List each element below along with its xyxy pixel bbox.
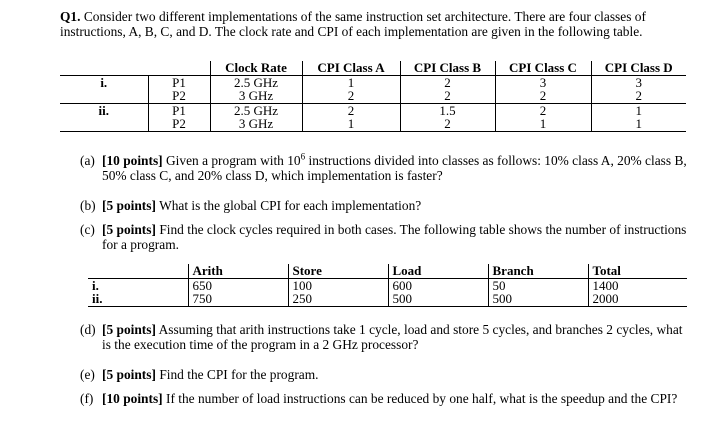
question-tag: (f) — [80, 391, 94, 406]
store-cell: 100 — [288, 278, 388, 292]
clock-rate-cell: 3 GHz — [210, 89, 302, 103]
table-row — [88, 292, 687, 306]
load-cell: 500 — [388, 292, 488, 306]
branch-cell: 50 — [488, 278, 588, 292]
cpi-c-cell: 1 — [495, 117, 591, 131]
question-intro — [60, 9, 700, 39]
question-tag: (c) — [80, 222, 95, 237]
exponent: 6 — [300, 151, 306, 162]
header-arith: Arith — [188, 264, 288, 278]
group-label — [60, 89, 148, 103]
question-text-cont: instructions divided into classes as follows: 10% class A, 20% class B, 50% class C, and 20% class D, which implementation is faster? — [102, 153, 687, 183]
impl-label: P2 — [148, 89, 210, 103]
question-text: Assuming that arith instructions take 1 cycle, load and store 5 cycles, and branches 2 cycles, what is the execution time of the program in a 2 GHz processor? — [102, 322, 683, 352]
clock-rate-cell: 2.5 GHz — [210, 75, 302, 89]
cpi-b-cell: 1.5 — [400, 103, 495, 117]
cpi-table-header — [60, 61, 686, 75]
clock-rate-cell: 2.5 GHz — [210, 103, 302, 117]
question-b — [80, 198, 690, 213]
instruction-table-header — [88, 264, 687, 278]
header-load: Load — [388, 264, 488, 278]
cpi-d-cell: 3 — [591, 75, 686, 89]
question-points: [10 points] — [102, 391, 163, 406]
header-cpi-d: CPI Class D — [591, 61, 686, 75]
question-points: [5 points] — [102, 222, 156, 237]
header-branch: Branch — [488, 264, 588, 278]
question-a — [80, 153, 690, 183]
header-cpi-c: CPI Class C — [495, 61, 591, 75]
header-cpi-b: CPI Class B — [400, 61, 495, 75]
row-label: i. — [92, 277, 99, 293]
table-row — [60, 75, 686, 89]
group-label: i. — [100, 74, 108, 90]
group-label: ii. — [98, 102, 109, 118]
question-points: [5 points] — [102, 198, 156, 213]
question-text: Given a program with 10 — [166, 153, 301, 168]
clock-rate-cell: 3 GHz — [210, 117, 302, 131]
impl-label: P1 — [148, 103, 210, 117]
cpi-c-cell: 2 — [495, 103, 591, 117]
question-points: [5 points] — [102, 322, 156, 337]
branch-cell: 500 — [488, 292, 588, 306]
question-text: Find the clock cycles required in both cases. The following table shows the number of instructions for a program. — [102, 222, 687, 252]
header-total: Total — [588, 264, 687, 278]
arith-cell: 750 — [188, 292, 288, 306]
cpi-a-cell: 1 — [302, 75, 400, 89]
table-row — [88, 278, 687, 292]
cpi-c-cell: 2 — [495, 89, 591, 103]
row-label: ii. — [88, 292, 188, 306]
question-c — [80, 222, 690, 252]
cpi-a-cell: 1 — [302, 117, 400, 131]
question-tag: (e) — [80, 367, 95, 382]
cpi-c-cell: 3 — [495, 75, 591, 89]
header-clock-rate: Clock Rate — [210, 61, 302, 75]
cpi-b-cell: 2 — [400, 89, 495, 103]
question-points: [10 points] — [102, 153, 163, 168]
instruction-count-table — [88, 264, 687, 307]
header-cpi-a: CPI Class A — [302, 61, 400, 75]
cpi-b-cell: 2 — [400, 117, 495, 131]
cpi-d-cell: 2 — [591, 89, 686, 103]
group-label — [60, 117, 148, 131]
table-row — [60, 103, 686, 117]
cpi-d-cell: 1 — [591, 117, 686, 131]
impl-label: P2 — [148, 117, 210, 131]
table-row — [60, 117, 686, 131]
question-points: [5 points] — [102, 367, 156, 382]
store-cell: 250 — [288, 292, 388, 306]
question-tag: (b) — [80, 198, 96, 213]
question-number: Q1. — [60, 9, 81, 24]
impl-label: P1 — [148, 75, 210, 89]
arith-cell: 650 — [188, 278, 288, 292]
question-f — [80, 391, 690, 406]
question-d — [80, 322, 690, 352]
total-cell: 2000 — [588, 292, 687, 306]
header-store: Store — [288, 264, 388, 278]
question-e — [80, 367, 690, 382]
question-tag: (a) — [80, 153, 95, 168]
cpi-a-cell: 2 — [302, 103, 400, 117]
load-cell: 600 — [388, 278, 488, 292]
question-text: If the number of load instructions can be reduced by one half, what is the speedup and the CPI? — [166, 391, 678, 406]
question-intro-text: Consider two different implementations of the same instruction set architecture. There are four classes of instructions, A, B, C, and D. The clock rate and CPI of each implementation are given in the following table. — [60, 9, 646, 39]
total-cell: 1400 — [588, 278, 687, 292]
cpi-b-cell: 2 — [400, 75, 495, 89]
question-text: Find the CPI for the program. — [159, 367, 319, 382]
table-row — [60, 89, 686, 103]
cpi-table — [60, 61, 686, 132]
cpi-a-cell: 2 — [302, 89, 400, 103]
question-tag: (d) — [80, 322, 96, 337]
cpi-d-cell: 1 — [591, 103, 686, 117]
question-text: What is the global CPI for each implementation? — [159, 198, 422, 213]
